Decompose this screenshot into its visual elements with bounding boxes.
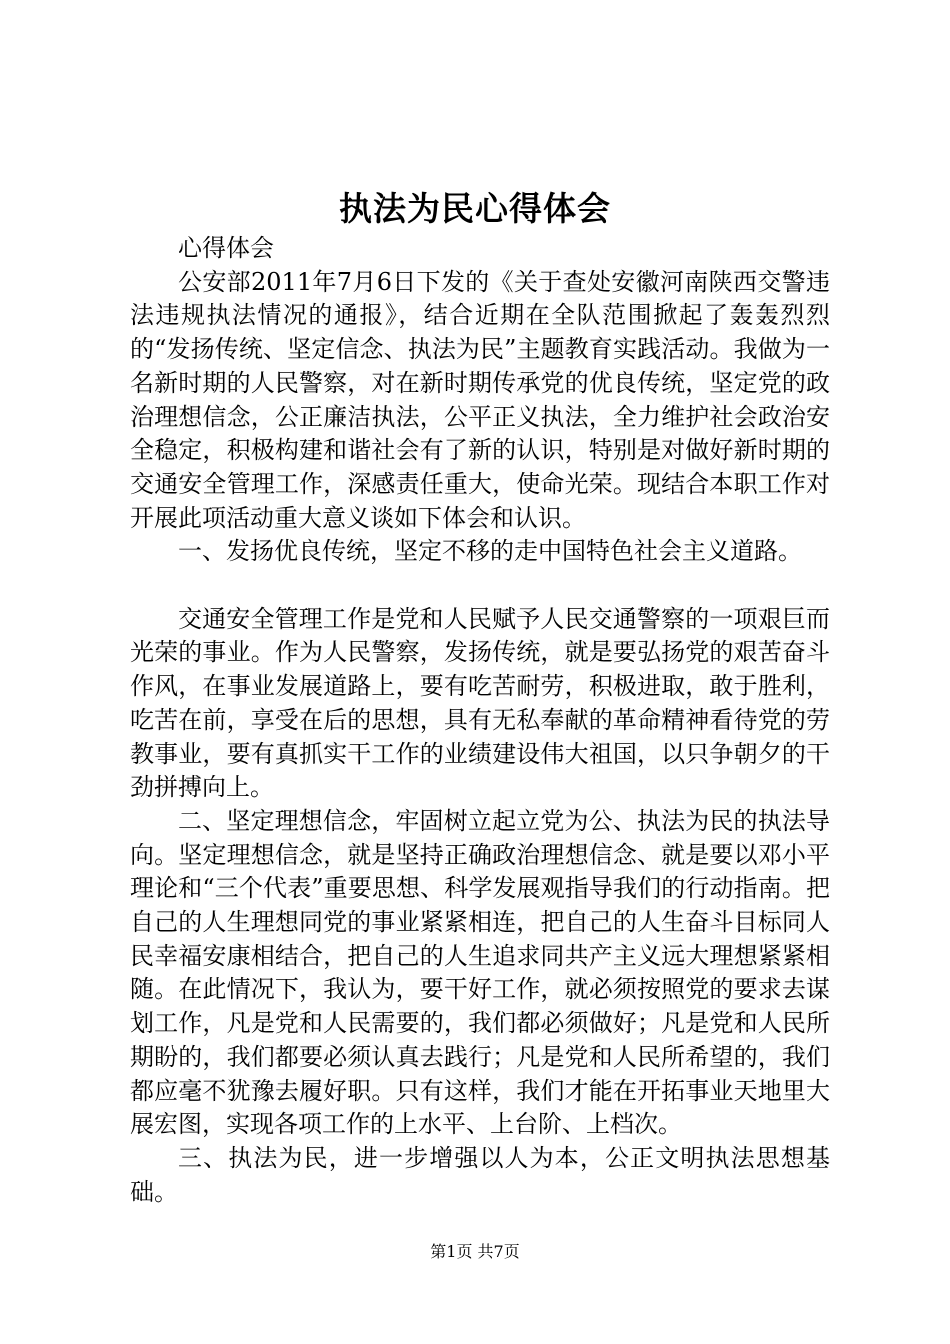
paragraph-section-two: 二、坚定理想信念，牢固树立起立党为公、执法为民的执法导向。坚定理想信念，就是坚持正确政治理想信念、就是要以邓小平理论和“三个代表”重要思想、科学发展观指导我们的行动指南。把自己的人生理想同党的事业紧紧相连，把自己的人生奋斗目标同人民幸福安康相结合，把自己的人生追求同共产主义远大理想紧紧相随。在此情况下，我认为，要干好工作，就必须按照党的要求去谋划工作，凡是党和人民需要的，我们都必须做好；凡是党和人民所期盼的，我们都要必须认真去践行；凡是党和人民所希望的，我们都应毫不犹豫去履好职。只有这样，我们才能在开拓事业天地里大展宏图，实现各项工作的上水平、上台阶、上档次。 — [130, 806, 830, 1139]
paragraph-subtitle: 心得体会 — [178, 234, 274, 262]
paragraph-section-one: 交通安全管理工作是党和人民赋予人民交通警察的一项艰巨而光荣的事业。作为人民警察，发扬传统，就是要弘扬党的艰苦奋斗作风，在事业发展道路上，要有吃苦耐劳，积极进取，敢于胜利，吃苦在前，享受在后的思想，具有无私奉献的革命精神看待党的劳教事业，要有真抓实干工作的业绩建设伟大祖国，以只争朝夕的干劲拼搏向上。 — [130, 604, 830, 802]
paragraph-heading-three: 三、执法为民，进一步增强以人为本，公正文明执法思想基础。 — [130, 1143, 830, 1206]
paragraph-intro: 公安部2011年7月6日下发的《关于查处安徽河南陕西交警违法违规执法情况的通报》，结合近期在全队范围掀起了轰轰烈烈的“发扬传统、坚定信念、执法为民”主题教育实践活动。我做为一名新时期的人民警察，对在新时期传承党的优良传统，坚定党的政治理想信念，公正廉洁执法，公平正义执法，全力维护社会政治安全稳定，积极构建和谐社会有了新的认识，特别是对做好新时期的交通安全管理工作，深感责任重大，使命光荣。现结合本职工作对开展此项活动重大意义谈如下体会和认识。 — [130, 267, 830, 532]
document-title: 执法为民心得体会 — [339, 189, 611, 228]
page-number-footer: 第1页 共7页 — [430, 1242, 520, 1261]
paragraph-heading-one: 一、发扬优良传统，坚定不移的走中国特色社会主义道路。 — [178, 537, 802, 566]
document-body — [130, 232, 830, 1209]
